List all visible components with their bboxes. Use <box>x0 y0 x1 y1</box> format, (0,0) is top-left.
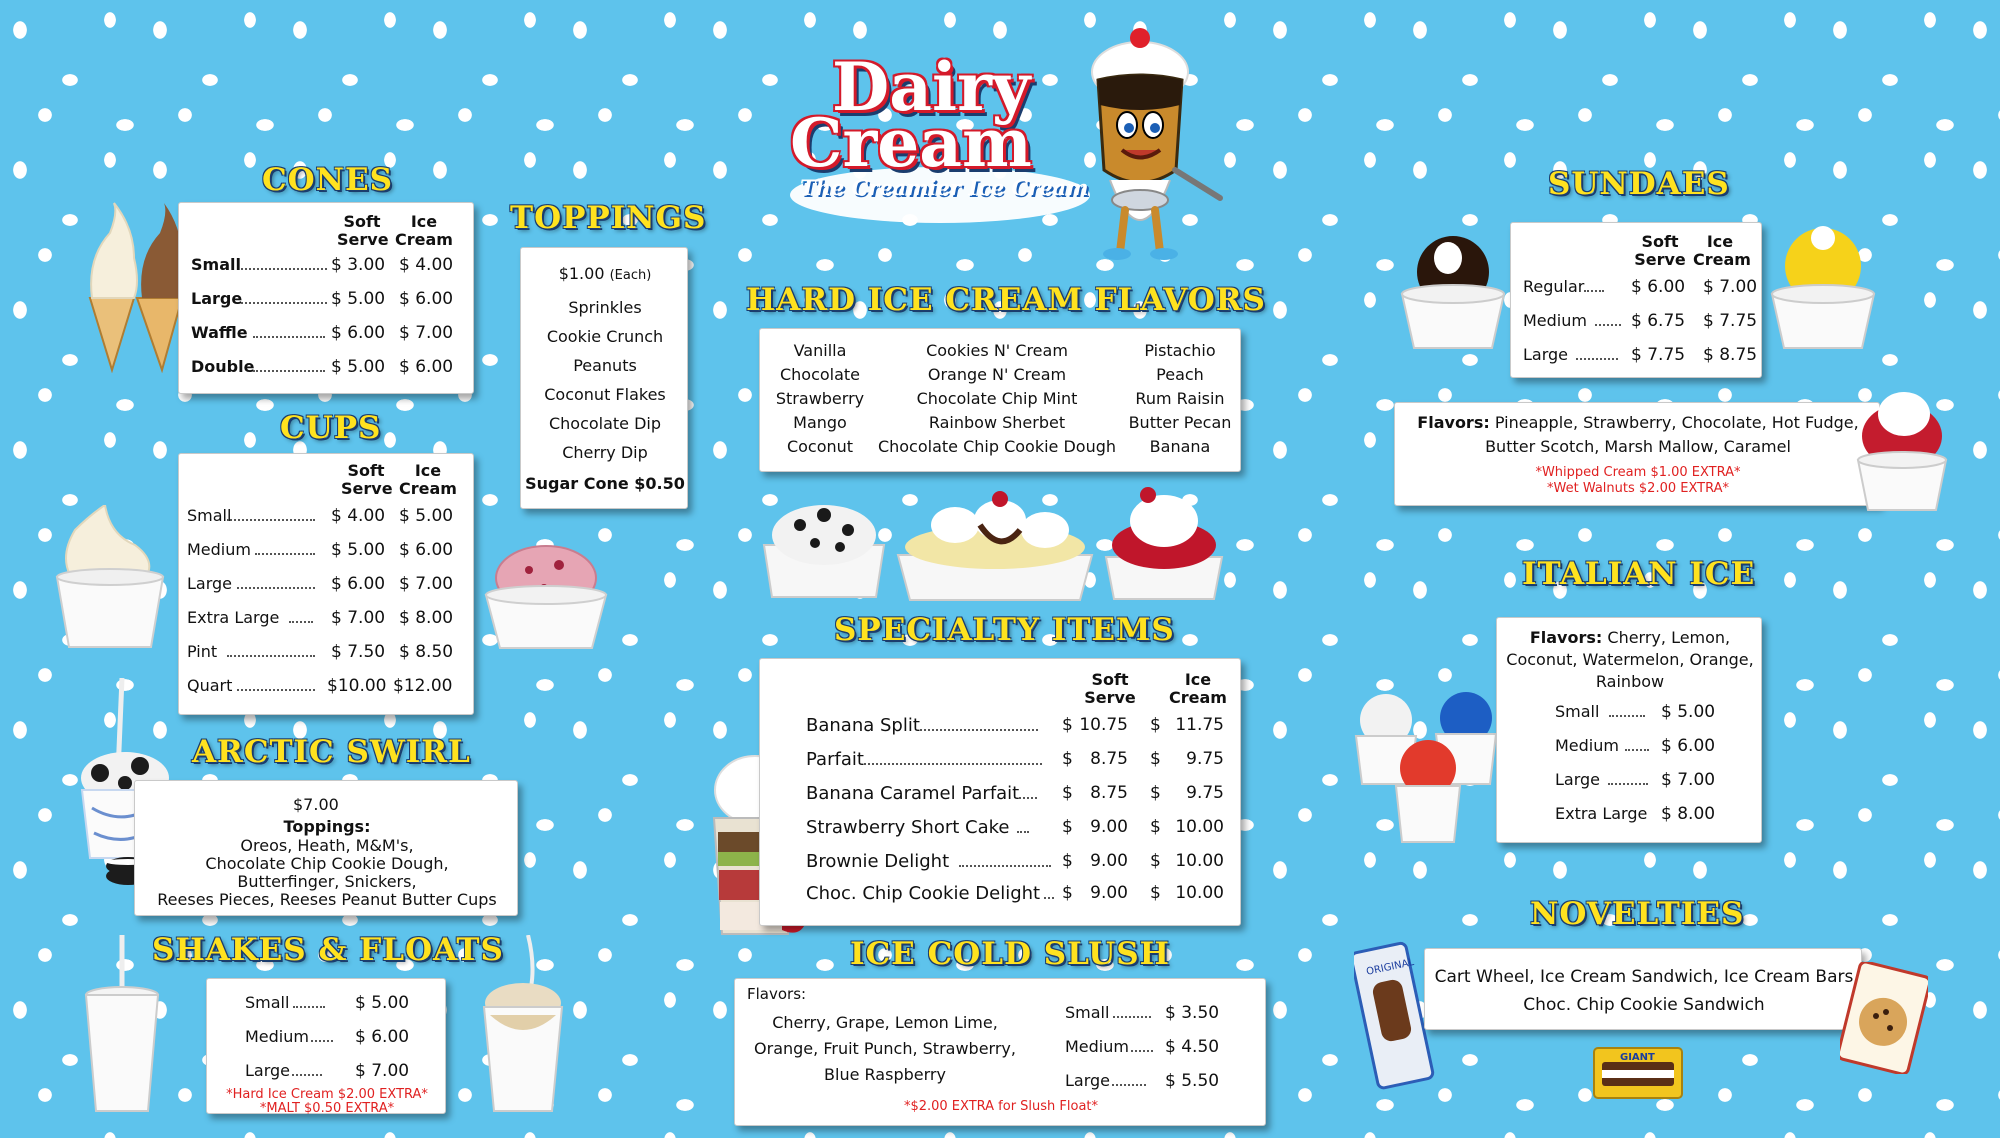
slush-flavor-line: Orange, Fruit Punch, Strawberry, <box>754 1039 1016 1058</box>
ice-price: 9.75 <box>1186 783 1224 803</box>
toppings-each: (Each) <box>609 268 652 283</box>
italian-ice-flavors-line <box>1497 628 1763 647</box>
sundae-flavors-panel <box>1394 402 1880 506</box>
price: $ 7.00 <box>1661 770 1716 790</box>
item-name: Parfait <box>806 749 864 770</box>
cones-col-ice <box>395 213 453 249</box>
slush-row <box>1065 1071 1265 1090</box>
topping-item: Cherry Dip <box>562 443 648 462</box>
price: $ 5.50 <box>1165 1071 1220 1091</box>
ice-price: 10.00 <box>1175 851 1224 871</box>
flavor: Coconut <box>786 437 854 456</box>
item-name: Medium <box>1065 1037 1129 1056</box>
toppings-price-line <box>521 264 689 283</box>
soft-price: $ 4.00 <box>331 506 386 526</box>
bar-brand-text: ORIGINAL <box>1365 957 1415 978</box>
price: $ 6.00 <box>355 1027 410 1047</box>
soft-price: 9.00 <box>1090 851 1128 871</box>
arctic-swirl-toppings-label: Toppings: <box>283 817 371 836</box>
currency: $ <box>1062 783 1073 803</box>
sundae-strawberry-picture <box>1852 386 1952 512</box>
soft-price: 8.75 <box>1090 749 1128 769</box>
price: $ 6.00 <box>1661 736 1716 756</box>
cookie-sandwich-picture <box>1840 962 1928 1074</box>
item-name: Pint <box>187 642 218 661</box>
currency: $ <box>1062 851 1073 871</box>
topping-item: Cookie Crunch <box>546 327 664 346</box>
cups-panel <box>178 453 474 715</box>
italian-ice-flavors-line: Coconut, Watermelon, Orange, <box>1506 650 1754 669</box>
col-label: Serve <box>341 479 393 498</box>
flavor: Peach <box>1156 365 1204 384</box>
flavor: Strawberry <box>775 389 865 408</box>
soft-price: 10.75 <box>1079 715 1128 735</box>
price: $ 5.00 <box>355 993 410 1013</box>
col-label: Cream <box>395 230 453 249</box>
sandwich-brand-text: GIANT <box>1620 1052 1655 1063</box>
italian-ice-flavors-line: Rainbow <box>1595 672 1665 691</box>
shakes-panel <box>206 978 446 1114</box>
arctic-swirl-price: $7.00 <box>293 795 339 814</box>
cup-ice-cream-picture <box>484 540 609 650</box>
ice-price: $ 7.75 <box>1703 311 1758 331</box>
col-label: Soft <box>1641 232 1679 251</box>
item-name: Large <box>1555 770 1601 789</box>
ice-price: $ 6.00 <box>399 357 454 377</box>
slush-row <box>1065 1037 1265 1056</box>
currency: $ <box>1062 883 1073 903</box>
sundae-note: *Wet Walnuts $2.00 EXTRA* <box>1547 481 1729 496</box>
item-name: Extra Large <box>187 608 280 627</box>
cones-panel <box>178 202 474 394</box>
soft-price: $ 6.00 <box>331 574 386 594</box>
sundaes-heading: SUNDAES <box>1548 166 1730 202</box>
cups-row <box>187 540 472 559</box>
ice-price: 10.00 <box>1175 817 1224 837</box>
col-label: Ice <box>410 212 438 231</box>
flavor: Cookies N' Cream <box>926 341 1068 360</box>
cups-row <box>187 642 472 661</box>
item-name: Large <box>187 574 233 593</box>
cones-heading: CONES <box>262 162 394 198</box>
price: $ 3.50 <box>1165 1003 1220 1023</box>
specialty-row <box>806 715 1236 736</box>
ice-price: $ 8.75 <box>1703 345 1758 365</box>
slush-flavor-line: Cherry, Grape, Lemon Lime, <box>772 1013 998 1032</box>
cups-row <box>187 574 472 593</box>
italian-ice-panel <box>1496 617 1762 843</box>
flavor: Banana <box>1149 437 1211 456</box>
logo-cream: Cream <box>790 104 1032 182</box>
arctic-swirl-line: Butterfinger, Snickers, <box>237 872 417 891</box>
arctic-swirl-line: Reeses Pieces, Reeses Peanut Butter Cups <box>157 890 497 909</box>
item-name: Medium <box>187 540 251 559</box>
sundae-note: *Whipped Cream $1.00 EXTRA* <box>1535 465 1741 480</box>
italian-ice-heading: ITALIAN ICE <box>1522 556 1756 592</box>
flavors-col-3 <box>1120 339 1240 459</box>
price: $ 4.50 <box>1165 1037 1220 1057</box>
item-name: Medium <box>1555 736 1619 755</box>
sundae-chocolate-picture <box>1398 232 1508 350</box>
col-label: Cream <box>1693 250 1751 269</box>
ice-price: 9.75 <box>1186 749 1224 769</box>
flavor: Rainbow Sherbet <box>928 413 1066 432</box>
slush-note: *$2.00 EXTRA for Slush Float* <box>903 1099 1099 1114</box>
flavor: Orange N' Cream <box>927 365 1067 384</box>
item-name: Double <box>191 357 255 376</box>
specialty-row <box>806 783 1236 804</box>
soft-price: $ 7.50 <box>331 642 386 662</box>
col-label: Soft <box>347 461 385 480</box>
cup-soft-serve-picture <box>55 505 165 650</box>
price: $ 8.00 <box>1661 804 1716 824</box>
specialty-panel <box>759 658 1241 926</box>
item-name: Large <box>1065 1071 1111 1090</box>
ice-price: 11.75 <box>1175 715 1224 735</box>
currency: $ <box>1150 749 1161 769</box>
shakes-note: *MALT $0.50 EXTRA* <box>259 1101 395 1116</box>
arctic-swirl-line: Chocolate Chip Cookie Dough, <box>205 854 449 873</box>
toppings-panel <box>520 247 688 509</box>
soft-price: $ 6.75 <box>1631 311 1686 331</box>
flavors-text: Pineapple, Strawberry, Chocolate, Hot Fudge, <box>1494 413 1859 432</box>
flavor: Chocolate <box>779 365 861 384</box>
sundaes-col-ice <box>1693 232 1751 269</box>
ice-price: 10.00 <box>1175 883 1224 903</box>
cups-row <box>187 676 472 695</box>
soft-price: 9.00 <box>1090 817 1128 837</box>
cones-picture <box>82 198 192 373</box>
cups-col-soft <box>341 462 391 498</box>
flavors-text: Cherry, Lemon, <box>1607 628 1731 647</box>
sundae-flavors-line <box>1395 413 1881 432</box>
logo-tagline: The Creamier Ice Cream <box>800 175 1089 200</box>
specialty-row <box>806 749 1236 770</box>
topping-item: Sprinkles <box>568 298 642 317</box>
hard-flavors-panel <box>759 328 1241 472</box>
soft-price: $ 5.00 <box>331 357 386 377</box>
item-name: Waffle <box>191 323 248 342</box>
ice-price: $ 8.00 <box>399 608 454 628</box>
cones-row <box>191 357 471 376</box>
cones-col-soft <box>337 213 387 249</box>
cones-row <box>191 323 471 342</box>
col-label: Cream <box>1169 688 1227 707</box>
ice-price: $ 7.00 <box>1703 277 1758 297</box>
flavors-label: Flavors: <box>1529 628 1603 647</box>
flavor: Chocolate Chip Cookie Dough <box>877 437 1117 456</box>
specialty-dessert-pictures <box>760 485 1230 605</box>
soft-price: $ 6.00 <box>1631 277 1686 297</box>
ice-price: $ 5.00 <box>399 506 454 526</box>
specialty-col-soft <box>1080 671 1140 707</box>
soft-price: $ 7.75 <box>1631 345 1686 365</box>
flavors-col-1 <box>760 339 880 459</box>
item-name: Strawberry Short Cake <box>806 817 1010 838</box>
specialty-heading: SPECIALTY ITEMS <box>834 612 1175 648</box>
sundaes-row <box>1523 345 1763 364</box>
cups-col-ice <box>399 462 457 498</box>
ice-price: $ 8.50 <box>399 642 454 662</box>
item-name: Small <box>1065 1003 1110 1022</box>
slush-heading: ICE COLD SLUSH <box>850 936 1170 972</box>
arctic-swirl-panel <box>134 780 518 916</box>
currency: $ <box>1150 715 1161 735</box>
item-name: Banana Split <box>806 715 920 736</box>
item-name: Medium <box>1523 311 1587 330</box>
currency: $ <box>1150 817 1161 837</box>
slush-flavor-line: Blue Raspberry <box>824 1065 946 1084</box>
italian-ice-row <box>1555 702 1755 721</box>
item-name: Regular <box>1523 277 1585 296</box>
col-label: Soft <box>1091 670 1129 689</box>
soft-price: $ 5.00 <box>331 289 386 309</box>
flavors-label: Flavors: <box>1417 413 1490 432</box>
item-name: Extra Large <box>1555 804 1648 823</box>
ice-price: $ 6.00 <box>399 289 454 309</box>
col-label: Cream <box>399 479 457 498</box>
cups-row <box>187 506 472 525</box>
sundae-pineapple-picture <box>1768 224 1878 350</box>
currency: $ <box>1062 817 1073 837</box>
item-name: Small <box>1555 702 1600 721</box>
specialty-row <box>806 851 1236 872</box>
item-name: Medium <box>245 1027 309 1046</box>
cups-row <box>187 608 472 627</box>
currency: $ <box>1062 749 1073 769</box>
specialty-col-ice <box>1168 671 1228 707</box>
shakes-row <box>245 1027 445 1046</box>
soft-price: $ 3.00 <box>331 255 386 275</box>
italian-ice-row <box>1555 770 1755 789</box>
item-name: Banana Caramel Parfait <box>806 783 1020 804</box>
item-name: Brownie Delight <box>806 851 950 872</box>
item-name: Small <box>191 255 241 274</box>
flavor: Rum Raisin <box>1135 389 1225 408</box>
item-name: Large <box>1523 345 1569 364</box>
shakes-heading: SHAKES & FLOATS <box>152 932 504 968</box>
italian-ice-row <box>1555 736 1755 755</box>
slush-row <box>1065 1003 1265 1022</box>
currency: $ <box>1150 851 1161 871</box>
sundaes-row <box>1523 311 1763 330</box>
specialty-row <box>806 883 1236 904</box>
item-name: Large <box>245 1061 291 1080</box>
price: $ 7.00 <box>355 1061 410 1081</box>
flavor: Mango <box>793 413 847 432</box>
arctic-swirl-line: Oreos, Heath, M&M's, <box>240 836 414 855</box>
currency: $ <box>1150 883 1161 903</box>
item-name: Small <box>187 506 232 525</box>
ice-price: $ 6.00 <box>399 540 454 560</box>
sundaes-row <box>1523 277 1763 296</box>
col-label: Serve <box>337 230 389 249</box>
item-name: Large <box>191 289 243 308</box>
logo-dairy: Dairy <box>832 48 1031 126</box>
soft-price: $ 5.00 <box>331 540 386 560</box>
novelties-panel <box>1424 948 1862 1030</box>
italian-ice-row <box>1555 804 1755 823</box>
arctic-swirl-heading: ARCTIC SWIRL <box>192 734 471 770</box>
ice-price: $ 7.00 <box>399 323 454 343</box>
toppings-price: $1.00 <box>558 264 605 283</box>
shake-picture <box>82 935 162 1115</box>
item-name: Small <box>245 993 290 1012</box>
flavor: Butter Pecan <box>1128 413 1232 432</box>
flavor: Pistachio <box>1144 341 1216 360</box>
shakes-note: *Hard Ice Cream $2.00 EXTRA* <box>226 1087 428 1102</box>
col-label: Soft <box>343 212 381 231</box>
novelties-line: Choc. Chip Cookie Sandwich <box>1523 995 1765 1015</box>
cones-row <box>191 255 471 274</box>
col-label: Ice <box>1706 232 1734 251</box>
soft-price: $ 7.00 <box>331 608 386 628</box>
item-name: Quart <box>187 676 233 695</box>
col-label: Ice <box>414 461 442 480</box>
col-label: Ice <box>1184 670 1212 689</box>
novelties-heading: NOVELTIES <box>1530 896 1745 932</box>
ice-cream-sandwich-picture <box>1592 1046 1684 1100</box>
sugar-cone-item: Sugar Cone $0.50 <box>525 474 685 493</box>
specialty-row <box>806 817 1236 838</box>
float-picture <box>478 935 568 1115</box>
flavors-col-2 <box>872 339 1122 459</box>
sundaes-col-soft <box>1633 233 1687 269</box>
col-label: Serve <box>1084 688 1136 707</box>
shakes-row <box>245 993 445 1012</box>
novelties-line: Cart Wheel, Ice Cream Sandwich, Ice Cream Bars <box>1434 967 1854 987</box>
slush-panel <box>734 978 1266 1126</box>
price: $ 5.00 <box>1661 702 1716 722</box>
currency: $ <box>1062 715 1073 735</box>
soft-price: $ 6.00 <box>331 323 386 343</box>
topping-item: Chocolate Dip <box>548 414 662 433</box>
ice-price: $12.00 <box>393 676 453 696</box>
sundaes-panel <box>1510 222 1762 378</box>
toppings-heading: TOPPINGS <box>510 200 707 236</box>
italian-ice-picture <box>1344 688 1504 844</box>
cups-heading: CUPS <box>280 410 382 446</box>
topping-item: Peanuts <box>573 356 637 375</box>
ice-price: $ 7.00 <box>399 574 454 594</box>
flavor: Vanilla <box>793 341 847 360</box>
ice-price: $ 4.00 <box>399 255 454 275</box>
soft-price: 9.00 <box>1090 883 1128 903</box>
soft-price: $10.00 <box>327 676 387 696</box>
slush-flavors-label: Flavors: <box>747 985 807 1003</box>
currency: $ <box>1150 783 1161 803</box>
hard-flavors-heading: HARD ICE CREAM FLAVORS <box>746 282 1266 318</box>
shakes-row <box>245 1061 445 1080</box>
flavor: Chocolate Chip Mint <box>916 389 1078 408</box>
item-name: Choc. Chip Cookie Delight <box>806 883 1041 904</box>
topping-item: Coconut Flakes <box>544 385 666 404</box>
soft-price: 8.75 <box>1090 783 1128 803</box>
sundae-flavors-line: Butter Scotch, Marsh Mallow, Caramel <box>1485 437 1791 456</box>
cones-row <box>191 289 471 308</box>
col-label: Serve <box>1634 250 1686 269</box>
